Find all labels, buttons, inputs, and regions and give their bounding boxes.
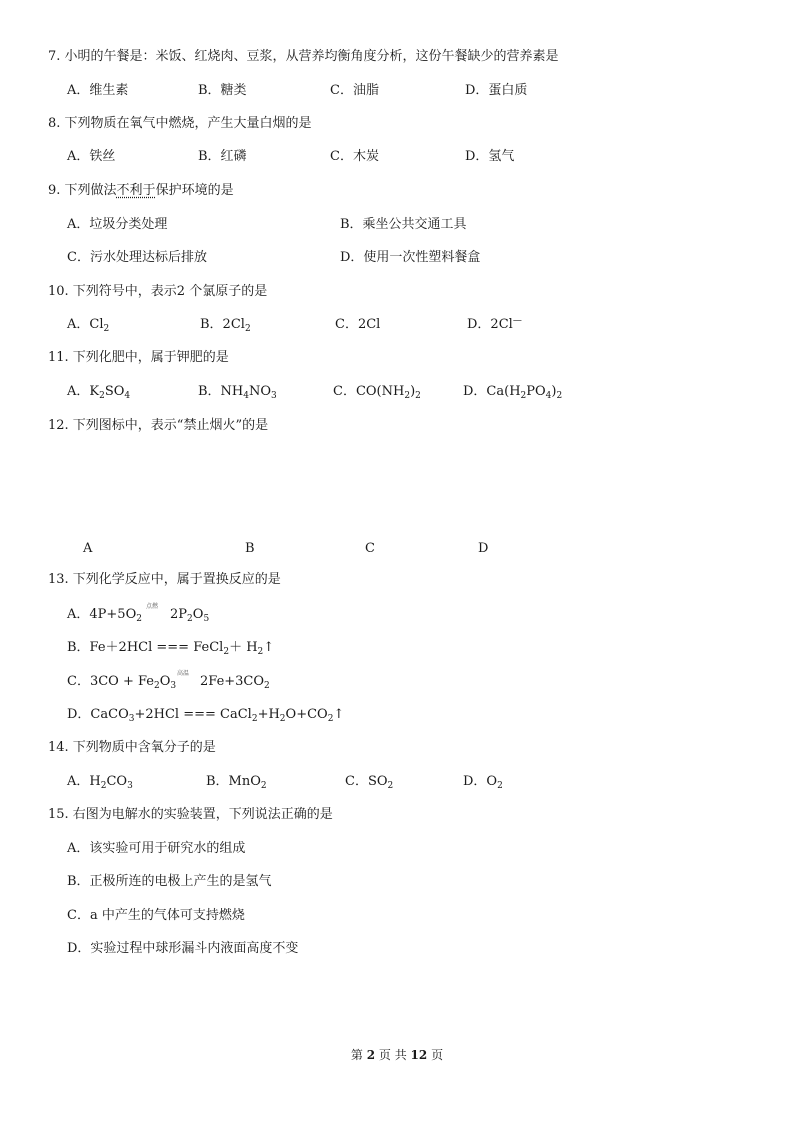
q9-option-a: A．垃圾分类处理 xyxy=(67,217,168,232)
q13-option-a-product: $2P_2O_5$ xyxy=(170,607,210,624)
q7-option-a: A．维生素 xyxy=(67,83,129,98)
question-12-stem: 12. 下列图标中，表示“禁止烟火”的是 xyxy=(48,418,269,433)
condition-high-temp: 高温 xyxy=(177,670,190,677)
q13-option-c: C．$3CO + Fe_2O_3$ xyxy=(67,674,177,691)
q14-option-b: B．MnO$_2$ xyxy=(206,774,267,791)
q12-label-b: B xyxy=(245,541,255,556)
q9-option-c: C．污水处理达标后排放 xyxy=(67,250,207,265)
q13-option-b: B．Fe＋2HCl === FeCl$_2$＋ $H_2↑$ xyxy=(67,640,275,657)
page-footer: 第 2 页 共 12 页 xyxy=(350,1048,444,1062)
q15-option-a: A．该实验可用于研究水的组成 xyxy=(67,841,246,856)
question-15-stem: 15. 右图为电解水的实验装置，下列说法正确的是 xyxy=(48,807,333,822)
q10-option-d: D．2Cl— xyxy=(467,316,522,332)
q15-option-b: B．正极所连的电极上产生的是氢气 xyxy=(67,874,272,889)
q12-label-d: D xyxy=(478,541,489,556)
q14-option-a: A．$H_2CO_3$ xyxy=(67,774,133,791)
condition-ignite: 点燃 xyxy=(146,603,159,610)
question-8-stem: 8. 下列物质在氧气中燃烧，产生大量白烟的是 xyxy=(48,116,312,131)
question-10-stem: 10. 下列符号中，表示2 个氯原子的是 xyxy=(48,284,268,299)
dotted-emphasis: 不利于 xyxy=(116,183,156,198)
q8-option-d: D．氢气 xyxy=(465,149,515,164)
q7-option-d: D．蛋白质 xyxy=(465,83,528,98)
q7-option-c: C．油脂 xyxy=(330,83,379,98)
q7-option-b: B．糖类 xyxy=(198,83,247,98)
q8-option-b: B．红磷 xyxy=(198,149,247,164)
q10-option-b: B．$2Cl_2$ xyxy=(200,317,251,334)
q11-option-b: B．$NH_4NO_3$ xyxy=(198,384,277,401)
q14-option-d: D．$O_2$ xyxy=(463,774,503,791)
q11-option-c: C．$CO(NH_2)_2$ xyxy=(333,384,421,401)
q13-option-a: A．$4P+5O_2$ xyxy=(67,607,142,624)
q15-option-c: C．a 中产生的气体可支持燃烧 xyxy=(67,908,245,923)
q12-label-c: C xyxy=(365,541,375,556)
q13-option-c-product: $2Fe+3CO_2$ xyxy=(200,674,270,691)
q15-option-d: D．实验过程中球形漏斗内液面高度不变 xyxy=(67,941,299,956)
q11-option-d: D．$Ca(H_2PO_4)_2$ xyxy=(463,384,563,401)
q13-option-d: D．CaCO$_3$+2HCl === $CaCl_2+H_2O+CO_2↑$ xyxy=(67,707,345,724)
question-11-stem: 11. 下列化肥中，属于钾肥的是 xyxy=(48,350,229,365)
question-13-stem: 13. 下列化学反应中，属于置换反应的是 xyxy=(48,572,281,587)
question-7-stem: 7. 小明的午餐是：米饭、红烧肉、豆浆，从营养均衡角度分析，这份午餐缺少的营养素是 xyxy=(48,49,559,64)
q12-label-a: A xyxy=(83,541,93,556)
q10-option-c: C．2Cl xyxy=(335,317,381,332)
q8-option-c: C．木炭 xyxy=(330,149,379,164)
q14-option-c: C．$SO_2$ xyxy=(345,774,394,791)
q10-option-a: A．$Cl_2$ xyxy=(67,317,110,334)
q9-option-d: D．使用一次性塑料餐盒 xyxy=(340,250,481,265)
question-14-stem: 14. 下列物质中含氧分子的是 xyxy=(48,740,216,755)
q9-option-b: B．乘坐公共交通工具 xyxy=(340,217,467,232)
question-9-stem: 9. 下列做法不利于保护环境的是 xyxy=(48,183,234,198)
q11-option-a: A．$K_2SO_4$ xyxy=(67,384,131,401)
q8-option-a: A．铁丝 xyxy=(67,149,116,164)
